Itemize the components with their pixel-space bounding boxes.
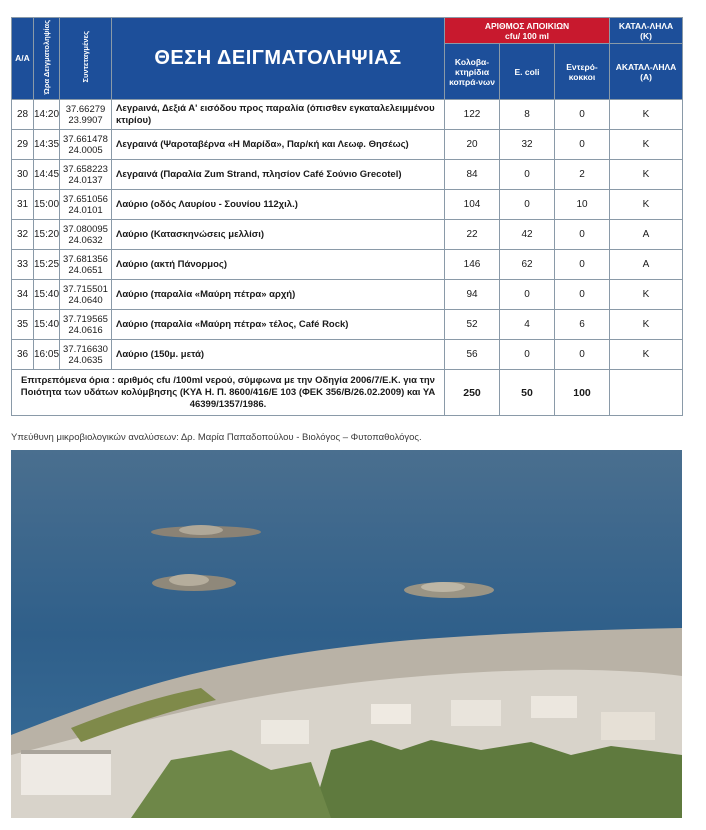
row-enterococci: 0	[555, 130, 610, 160]
table-row	[12, 340, 683, 370]
row-coordinates: 37.658223 24.0137	[60, 160, 112, 190]
row-enterococci: 6	[555, 310, 610, 340]
row-status: Κ	[610, 100, 683, 130]
row-number: 33	[12, 250, 34, 280]
row-coliforms: 56	[445, 340, 500, 370]
row-location: Λεγραινά (Παραλία Zum Strand, πλησίον Café Σούνιο Grecotel)	[112, 160, 445, 190]
table-row	[12, 280, 683, 310]
row-enterococci: 2	[555, 160, 610, 190]
row-coordinates: 37.716630 24.0635	[60, 340, 112, 370]
row-status: Κ	[610, 190, 683, 220]
row-time: 16:05	[34, 340, 60, 370]
row-coliforms: 146	[445, 250, 500, 280]
row-enterococci: 10	[555, 190, 610, 220]
row-ecoli: 8	[500, 100, 555, 130]
row-coliforms: 84	[445, 160, 500, 190]
row-ecoli: 0	[500, 340, 555, 370]
row-time: 14:20	[34, 100, 60, 130]
row-coordinates: 37.719565 24.0616	[60, 310, 112, 340]
row-location: Λαύριο (ακτή Πάνορμος)	[112, 250, 445, 280]
row-coordinates: 37.681356 24.0651	[60, 250, 112, 280]
row-coordinates: 37.651056 24.0101	[60, 190, 112, 220]
row-time: 15:20	[34, 220, 60, 250]
analysis-credit-caption: Υπεύθυνη μικροβιολογικών αναλύσεων: Δρ. Μαρία Παπαδοπούλου - Βιολόγος – Φυτοπαθολόγος.	[11, 432, 422, 443]
row-coliforms: 122	[445, 100, 500, 130]
trees	[311, 740, 682, 818]
row-time: 15:25	[34, 250, 60, 280]
row-number: 32	[12, 220, 34, 250]
coastal-photo	[11, 450, 682, 818]
house	[451, 700, 501, 726]
row-enterococci: 0	[555, 100, 610, 130]
sampling-results-table	[11, 17, 683, 416]
limit-enterococci: 100	[555, 370, 610, 416]
row-status: Κ	[610, 160, 683, 190]
header-aa: Α/Α	[12, 18, 34, 100]
row-coordinates: 37.080095 24.0632	[60, 220, 112, 250]
row-status: Α	[610, 220, 683, 250]
header-enterococci: Εντερό-κοκκοι	[555, 44, 610, 100]
coastal-photo-illustration	[11, 450, 682, 818]
row-coordinates: 37.715501 24.0640	[60, 280, 112, 310]
limits-row	[12, 370, 683, 416]
row-coliforms: 94	[445, 280, 500, 310]
row-location: Λαύριο (150μ. μετά)	[112, 340, 445, 370]
table-row	[12, 160, 683, 190]
row-location: Λαύριο (παραλία «Μαύρη πέτρα» τέλος, Café Rock)	[112, 310, 445, 340]
hotel-building	[21, 750, 111, 795]
row-location: Λαύριο (παραλία «Μαύρη πέτρα» αρχή)	[112, 280, 445, 310]
header-colonies: ΑΡΙΘΜΟΣ ΑΠΟΙΚΙΩΝ cfu/ 100 ml	[445, 18, 610, 44]
header-suitable: ΚΑΤΑΛ-ΛΗΛΑ (Κ)	[610, 18, 683, 44]
row-time: 14:45	[34, 160, 60, 190]
row-number: 30	[12, 160, 34, 190]
island-2-rock	[169, 574, 209, 586]
row-location: Λεγραινά (Ψαροταβέρνα «Η Μαρίδα», Παρ/κή και Λεωφ. Θησέως)	[112, 130, 445, 160]
row-status: Α	[610, 250, 683, 280]
row-number: 28	[12, 100, 34, 130]
row-time: 15:40	[34, 310, 60, 340]
row-status: Κ	[610, 130, 683, 160]
row-enterococci: 0	[555, 250, 610, 280]
house	[601, 712, 655, 740]
header-coliforms: Κολοβα-κτηρίδια κοπρά-νων	[445, 44, 500, 100]
row-number: 34	[12, 280, 34, 310]
table-row	[12, 250, 683, 280]
row-ecoli: 62	[500, 250, 555, 280]
house	[531, 696, 577, 718]
limit-ecoli: 50	[500, 370, 555, 416]
table-row	[12, 130, 683, 160]
limit-coliforms: 250	[445, 370, 500, 416]
hotel-roof	[21, 750, 111, 754]
row-time: 15:40	[34, 280, 60, 310]
header-coordinates: Συντεταγμένες	[60, 18, 112, 100]
row-enterococci: 0	[555, 220, 610, 250]
row-coliforms: 22	[445, 220, 500, 250]
house	[261, 720, 309, 744]
row-number: 35	[12, 310, 34, 340]
row-status: Κ	[610, 340, 683, 370]
table-row	[12, 220, 683, 250]
row-location: Λαύριο (οδός Λαυρίου - Σουνίου 112χιλ.)	[112, 190, 445, 220]
limits-description: Επιτρεπόμενα όρια : αριθμός cfu /100ml νερού, σύμφωνα με την Οδηγία 2006/7/Ε.Κ. για την Ποιότητα των υδάτων κολύμβησης (ΚΥΑ Η. Π. 8600/416/Ε 103 (ΦΕΚ 356/Β/26.02.2009) και ΥΑ 46399/1357/1986.	[12, 370, 445, 416]
table-row	[12, 310, 683, 340]
row-ecoli: 4	[500, 310, 555, 340]
header-location: ΘΕΣΗ ΔΕΙΓΜΑΤΟΛΗΨΙΑΣ	[112, 18, 445, 100]
row-coliforms: 104	[445, 190, 500, 220]
limit-status-empty	[610, 370, 683, 416]
row-status: Κ	[610, 280, 683, 310]
row-ecoli: 0	[500, 160, 555, 190]
row-time: 14:35	[34, 130, 60, 160]
row-location: Λαύριο (Κατασκηνώσεις μελλίσι)	[112, 220, 445, 250]
row-enterococci: 0	[555, 340, 610, 370]
header-ecoli: E. coli	[500, 44, 555, 100]
row-number: 31	[12, 190, 34, 220]
row-location: Λεγρaινά, Δεξιά Α' εισόδου προς παραλία (όπισθεν εγκαταλελειμμένου κτιρίου)	[112, 100, 445, 130]
island-1-rock	[179, 525, 223, 535]
row-ecoli: 42	[500, 220, 555, 250]
row-enterococci: 0	[555, 280, 610, 310]
header-unsuitable: ΑΚΑΤΑΛ-ΛΗΛΑ (Α)	[610, 44, 683, 100]
row-coordinates: 37.66279 23.9907	[60, 100, 112, 130]
row-ecoli: 0	[500, 190, 555, 220]
row-coordinates: 37.661478 24.0005	[60, 130, 112, 160]
table-row	[12, 190, 683, 220]
row-ecoli: 32	[500, 130, 555, 160]
row-number: 29	[12, 130, 34, 160]
table-row	[12, 100, 683, 130]
row-time: 15:00	[34, 190, 60, 220]
row-coliforms: 20	[445, 130, 500, 160]
island-3-rock	[421, 582, 465, 592]
house	[371, 704, 411, 724]
row-coliforms: 52	[445, 310, 500, 340]
header-time: Ώρα Δειγματοληψίας	[34, 18, 60, 100]
row-number: 36	[12, 340, 34, 370]
row-status: Κ	[610, 310, 683, 340]
row-ecoli: 0	[500, 280, 555, 310]
